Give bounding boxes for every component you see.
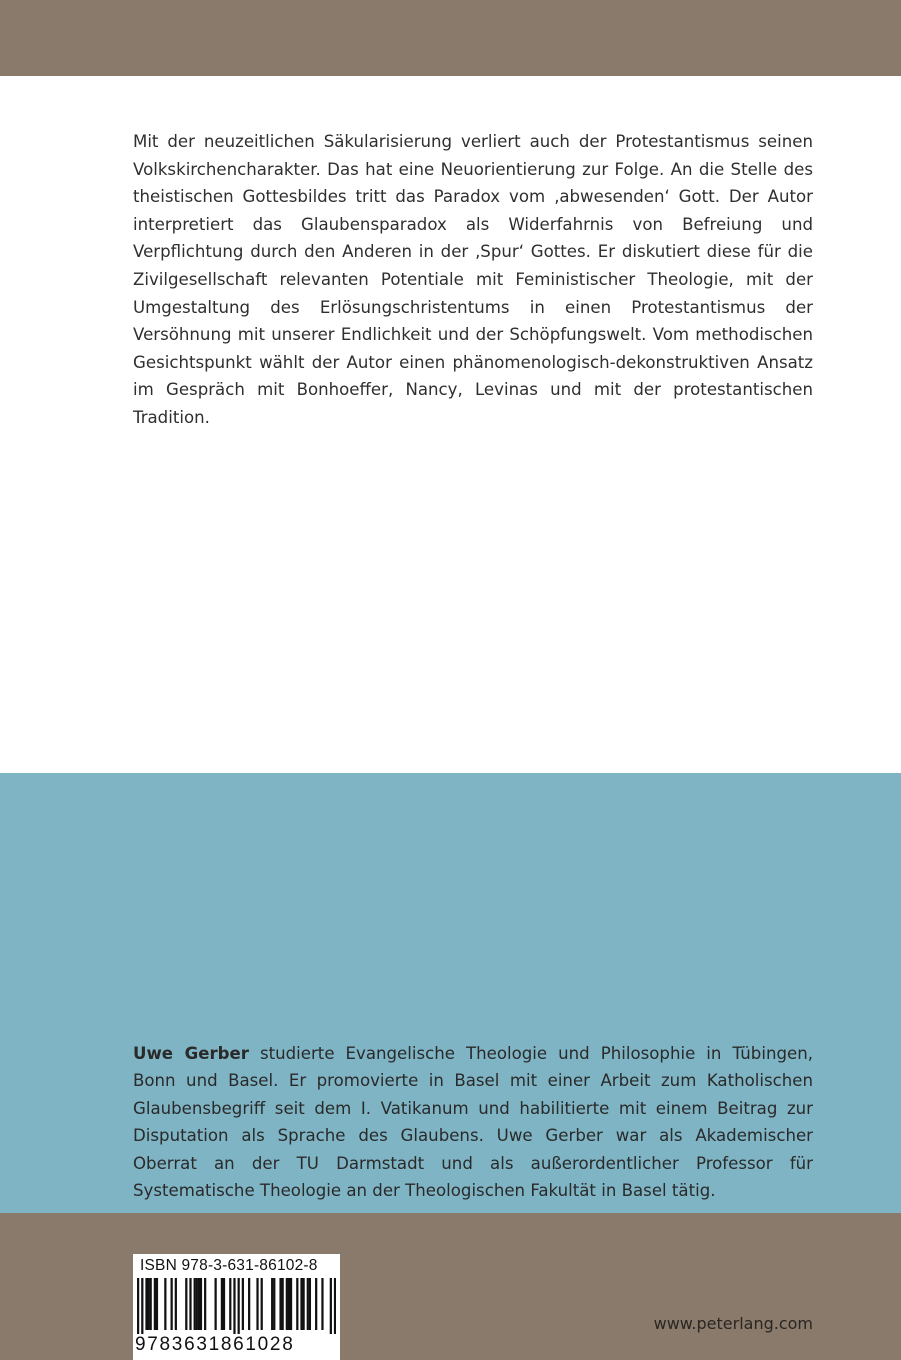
barcode-bar xyxy=(288,1278,290,1330)
barcode-bar xyxy=(238,1278,240,1334)
barcode-bar xyxy=(145,1278,147,1330)
barcode-bar xyxy=(223,1278,225,1330)
barcode-bar xyxy=(229,1278,231,1330)
top-band xyxy=(0,0,901,76)
author-name: Uwe Gerber xyxy=(133,1044,249,1063)
barcode-bar xyxy=(321,1278,323,1330)
barcode-bar xyxy=(296,1278,298,1330)
barcode-bar xyxy=(330,1278,332,1334)
barcode-bar xyxy=(248,1278,250,1330)
barcode-bar xyxy=(279,1278,281,1330)
barcode-bar xyxy=(189,1278,191,1330)
barcode-bar xyxy=(200,1278,202,1330)
barcode-bar xyxy=(156,1278,158,1330)
barcode-bar xyxy=(141,1278,143,1334)
barcode-bar xyxy=(185,1278,187,1330)
barcode-bar xyxy=(154,1278,156,1330)
barcode-bar xyxy=(256,1278,258,1330)
barcode-bar xyxy=(290,1278,292,1330)
barcode-bar xyxy=(194,1278,196,1330)
barcode-bar xyxy=(137,1278,139,1334)
author-bio xyxy=(133,1040,813,1204)
barcode-bar xyxy=(334,1278,336,1334)
barcode-bar xyxy=(273,1278,275,1330)
author-bio-text: studierte Evangelische Theologie und Philosophie in Tübingen, Bonn und Basel. Er promovierte in Basel mit einer Arbeit zum Katholischen Glaubensbegriff seit dem I. Vatikanum und habilitierte mit einem Beitrag zur Disputation als Sprache des Glaubens. Uwe Gerber war als Akademischer Oberrat an der TU Darmstadt und als außerordentlicher Professor für Systematische Theologie an der Theologischen Fakultät in Basel tätig. xyxy=(133,1044,813,1201)
barcode-bar xyxy=(221,1278,223,1330)
barcode-bar xyxy=(204,1278,206,1330)
barcode-bar xyxy=(286,1278,288,1330)
barcode-bar xyxy=(150,1278,152,1330)
barcode-bar xyxy=(271,1278,273,1330)
barcode-bar xyxy=(198,1278,200,1330)
barcode-bar xyxy=(300,1278,302,1330)
barcode-bar xyxy=(196,1278,198,1330)
barcode-bar xyxy=(242,1278,244,1330)
barcode-bar xyxy=(315,1278,317,1330)
barcode-bar xyxy=(175,1278,177,1330)
barcode-bar xyxy=(282,1278,284,1330)
blurb-text: Mit der neuzeitlichen Säkularisierung verliert auch der Protestantismus seinen Volkskirchencharakter. Das hat eine Neuorientierung zur Folge. An die Stelle des theistischen Gottesbildes tritt das Paradox vom ‚abwesenden‘ Gott. Der Autor interpretiert das Glaubensparadox als Widerfahrnis von Befreiung und Verpflichtung durch den Anderen in der ‚Spur‘ Gottes. Er diskutiert diese für die Zivilgesellschaft relevanten Potentiale mit Feministischer Theologie, mit der Umgestaltung des Erlösungschristentums in einen Protestantismus der Versöhnung mit unserer Endlichkeit und der Schöpfungswelt. Vom methodischen Gesichtspunkt wählt der Autor einen phänomenologisch-dekonstruktiven Ansatz im Gespräch mit Bonhoeffer, Nancy, Levinas und mit der protestantischen Tradition. xyxy=(133,132,813,427)
barcode-bar xyxy=(215,1278,217,1330)
barcode-bar xyxy=(309,1278,311,1330)
barcode-icon xyxy=(137,1278,336,1334)
barcode-bar xyxy=(171,1278,173,1330)
isbn-label: ISBN 978-3-631-86102-8 xyxy=(140,1257,318,1274)
barcode-bar xyxy=(307,1278,309,1330)
barcode-bar xyxy=(233,1278,235,1334)
barcode-bar xyxy=(261,1278,263,1330)
isbn-barcode-block xyxy=(133,1254,340,1360)
isbn-digits: 9783631861028 xyxy=(135,1334,295,1355)
barcode-bar xyxy=(302,1278,304,1330)
publisher-url[interactable]: www.peterlang.com xyxy=(653,1314,813,1333)
barcode-bar xyxy=(164,1278,166,1330)
barcode-bar xyxy=(147,1278,149,1330)
